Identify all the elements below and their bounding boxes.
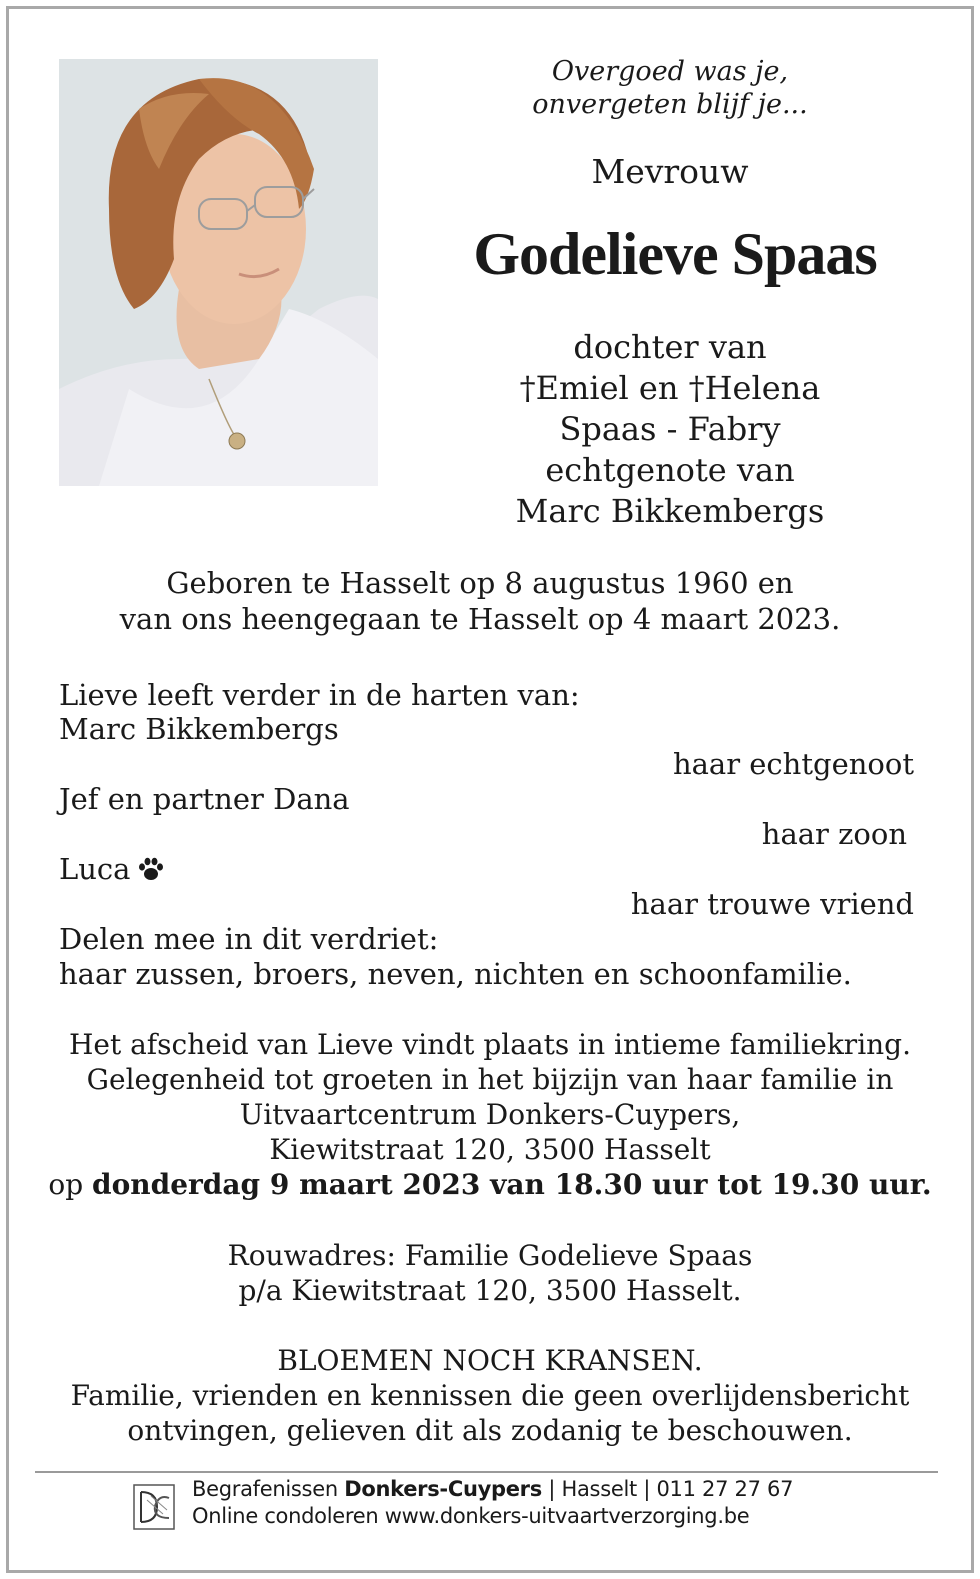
lineage-line: echtgenote van xyxy=(545,451,795,489)
motto-line: onvergeten blijf je... xyxy=(532,89,808,120)
born-line: Geboren te Hasselt op 8 augustus 1960 en xyxy=(166,566,794,600)
flowers-line: Familie, vrienden en kennissen die geen overlijdensbericht xyxy=(70,1379,910,1412)
share-list: haar zussen, broers, neven, nichten en schoonfamilie. xyxy=(59,957,852,991)
footer-city: Hasselt xyxy=(561,1477,637,1501)
portrait-photo xyxy=(59,59,378,486)
lineage-line: Spaas - Fabry xyxy=(559,410,781,448)
motto xyxy=(500,55,840,121)
lineage-line: dochter van xyxy=(573,328,767,366)
share-intro: Delen mee in dit verdriet: xyxy=(59,922,439,956)
lineage-line: Marc Bikkembergs xyxy=(515,492,825,530)
date-bold: donderdag 9 maart 2023 van 18.30 uur tot 19.30 uur. xyxy=(92,1168,932,1201)
farewell-section xyxy=(30,1027,950,1202)
relative-name: Luca xyxy=(59,852,131,886)
farewell-line: Uitvaartcentrum Donkers-Cuypers, xyxy=(239,1098,741,1131)
footer-divider xyxy=(35,1471,938,1473)
footer-company: Donkers-Cuypers xyxy=(344,1477,542,1501)
relative-entry xyxy=(59,851,164,889)
born-line: van ons heengegaan te Hasselt op 4 maart 2023. xyxy=(119,602,841,636)
relative-name: Marc Bikkembergs xyxy=(59,712,339,746)
lineage-line: †Emiel en †Helena xyxy=(519,369,821,407)
deceased-name: Godelieve Spaas xyxy=(473,221,877,287)
family-lineage xyxy=(480,327,860,532)
address-line: Rouwadres: Familie Godelieve Spaas xyxy=(227,1239,753,1272)
relative-relation: haar trouwe vriend xyxy=(630,887,914,921)
footer-line-1 xyxy=(192,1476,793,1503)
birth-death-text xyxy=(40,565,920,637)
paw-icon xyxy=(138,853,164,889)
flowers-notice xyxy=(30,1343,950,1448)
flowers-line: ontvingen, gelieven dit als zodanig te beschouwen. xyxy=(127,1414,853,1447)
footer-phone[interactable]: 011 27 27 67 xyxy=(656,1477,794,1501)
hearts-intro: Lieve leeft verder in de harten van: xyxy=(59,678,580,712)
flowers-line: BLOEMEN NOCH KRANSEN. xyxy=(277,1344,703,1377)
address-line: p/a Kiewitstraat 120, 3500 Hasselt. xyxy=(238,1274,742,1307)
footer-sep: | xyxy=(643,1477,651,1501)
footer-sep: | xyxy=(548,1477,556,1501)
funeral-home-logo-icon xyxy=(133,1484,175,1530)
motto-line: Overgoed was je, xyxy=(551,56,789,87)
title: Mevrouw xyxy=(591,152,749,191)
footer-text xyxy=(192,1476,793,1530)
footer-line-2 xyxy=(192,1503,793,1530)
website-link[interactable]: www.donkers-uitvaartverzorging.be xyxy=(384,1504,750,1528)
farewell-line: Gelegenheid tot groeten in het bijzijn van haar familie in xyxy=(86,1063,894,1096)
relative-name: Jef en partner Dana xyxy=(59,782,350,816)
farewell-line: Kiewitstraat 120, 3500 Hasselt xyxy=(269,1133,711,1166)
date-prefix: op xyxy=(48,1168,84,1201)
relative-relation: haar zoon xyxy=(761,817,907,851)
mourning-address xyxy=(30,1238,950,1308)
footer-prefix: Begrafenissen xyxy=(192,1477,338,1501)
farewell-line: Het afscheid van Lieve vindt plaats in intieme familiekring. xyxy=(68,1028,912,1061)
relative-relation: haar echtgenoot xyxy=(672,747,914,781)
condolence-label: Online condoleren xyxy=(192,1504,379,1528)
farewell-date xyxy=(30,1167,950,1202)
